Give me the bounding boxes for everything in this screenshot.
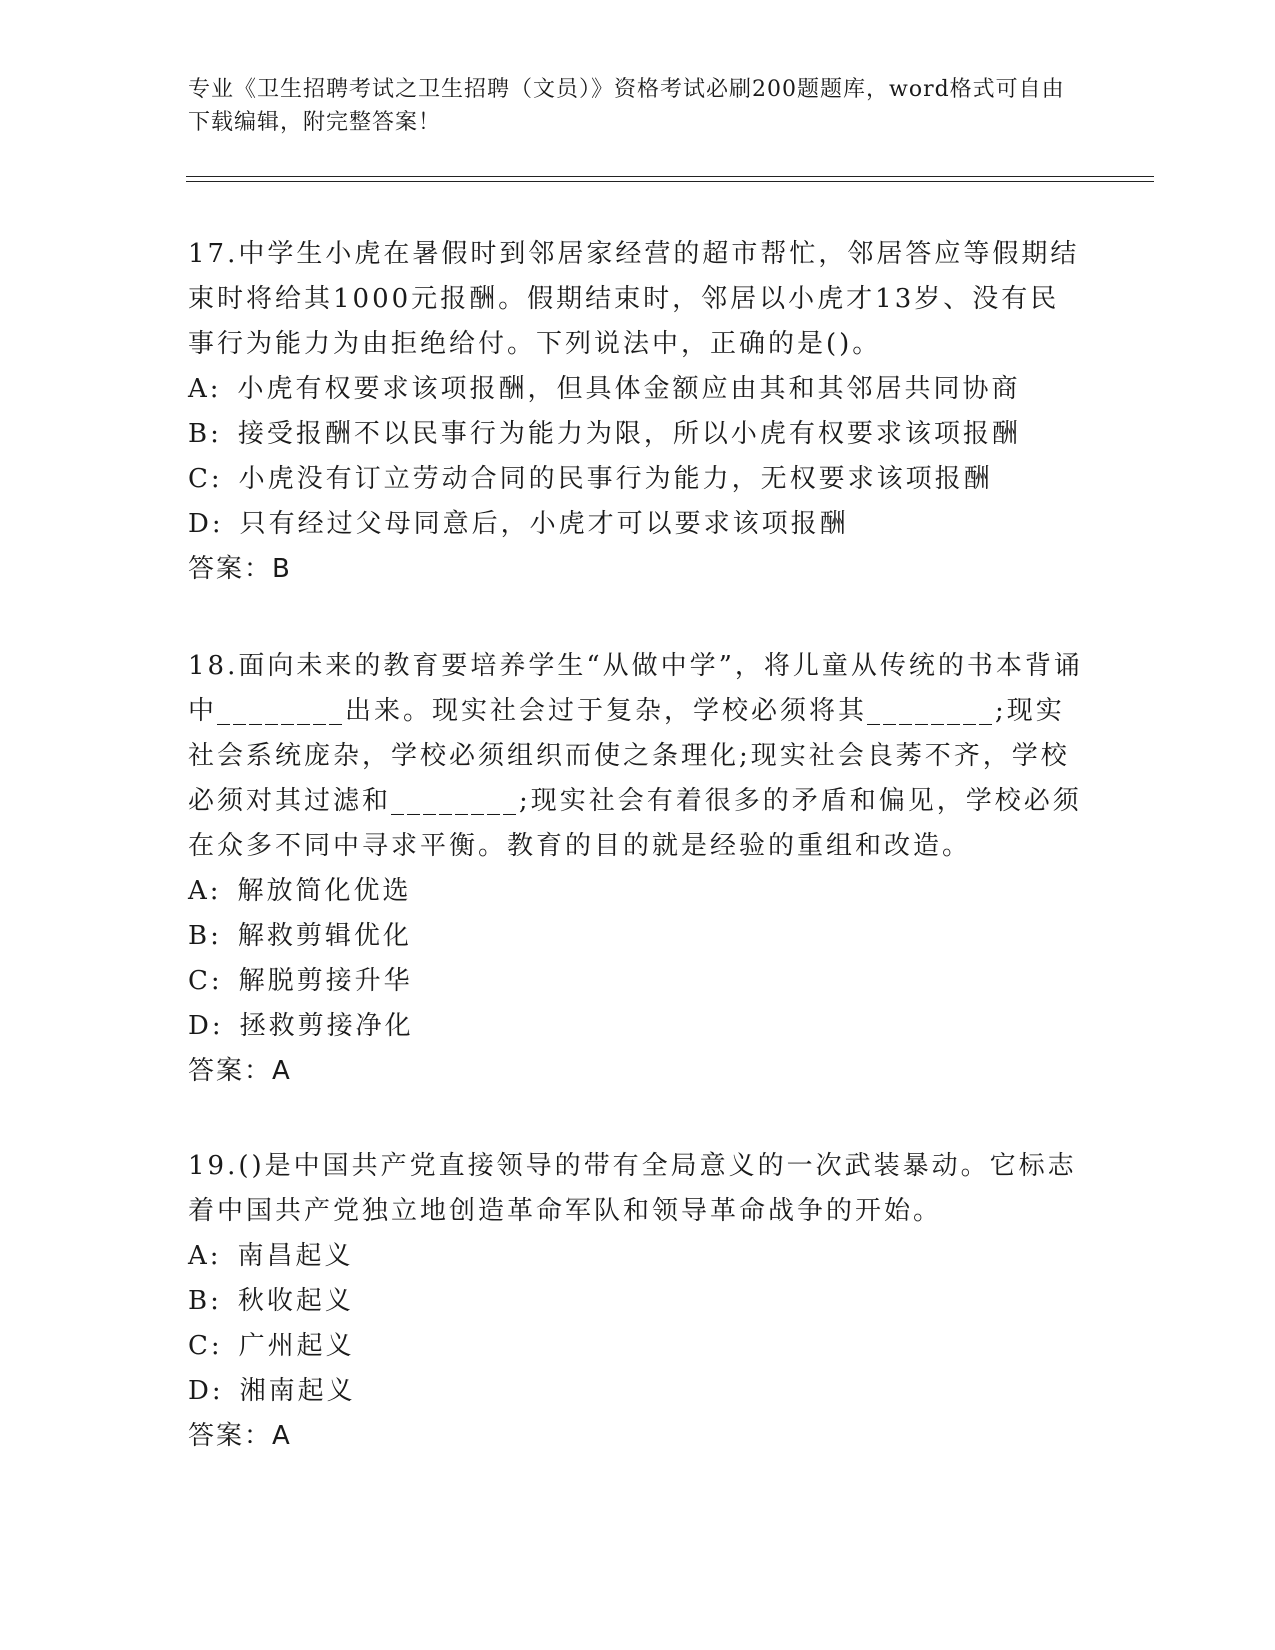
option-d [188,1004,1088,1049]
option-text: 解脱剪接升华 [238,966,413,996]
document-header [188,73,1068,139]
option-letter: D: [188,509,224,539]
option-b [188,412,1088,457]
option-d [188,502,1088,547]
option-text: 小虎没有订立劳动合同的民事行为能力，无权要求该项报酬 [238,464,993,494]
option-letter: A: [188,876,222,906]
option-letter: D: [188,1011,224,1041]
option-text: 拯救剪接净化 [239,1011,414,1041]
option-b [188,1279,1088,1324]
answer-label: 答案：A [188,1056,292,1086]
option-c [188,959,1088,1004]
question-19 [188,1144,1088,1459]
option-text: 只有经过父母同意后，小虎才可以要求该项报酬 [239,509,849,539]
option-text: 湘南起义 [239,1376,356,1406]
question-18 [188,644,1088,1094]
option-letter: A: [188,1241,222,1271]
option-d [188,1369,1088,1414]
option-text: 接受报酬不以民事行为能力为限，所以小虎有权要求该项报酬 [237,419,1021,449]
option-c [188,1324,1088,1369]
header-title: 专业《卫生招聘考试之卫生招聘（文员）》资格考试必刷200题题库，word格式可自由下载编辑，附完整答案！ [188,77,1065,135]
option-text: 广州起义 [238,1331,355,1361]
answer-label: 答案：A [188,1421,292,1451]
answer-label: 答案：B [188,554,292,584]
option-text: 解放简化优选 [237,876,412,906]
option-letter: C: [188,1331,223,1361]
option-letter: D: [188,1376,224,1406]
header-divider-top [186,176,1154,177]
option-a [188,367,1088,412]
option-b [188,914,1088,959]
option-text: 秋收起义 [237,1286,354,1316]
option-letter: C: [188,464,223,494]
question-text: 18.面向未来的教育要培养学生“从做中学”，将儿童从传统的书本背诵中________出来。现实社会过于复杂，学校必须将其________;现实社会系统庞杂，学校必须组织而使之条理化;现实社会良莠不齐，学校必须对其过滤和________;现实社会有着很多的矛盾和偏见，学校必须在众多不同中寻求平衡。教育的目的就是经验的重组和改造。 [188,651,1083,861]
option-c [188,457,1088,502]
option-text: 解救剪辑优化 [237,921,412,951]
option-letter: B: [188,921,222,951]
option-letter: C: [188,966,223,996]
question-17 [188,232,1088,592]
option-text: 小虎有权要求该项报酬，但具体金额应由其和其邻居共同协商 [237,374,1021,404]
question-text: 19.()是中国共产党直接领导的带有全局意义的一次武装暴动。它标志着中国共产党独立地创造革命军队和领导革命战争的开始。 [188,1151,1077,1226]
option-text: 南昌起义 [237,1241,354,1271]
option-letter: A: [188,374,222,404]
option-a [188,1234,1088,1279]
header-divider-bottom [186,181,1154,182]
option-letter: B: [188,1286,222,1316]
option-a [188,869,1088,914]
option-letter: B: [188,419,222,449]
question-text: 17.中学生小虎在暑假时到邻居家经营的超市帮忙，邻居答应等假期结束时将给其1000元报酬。假期结束时，邻居以小虎才13岁、没有民事行为能力为由拒绝给付。下列说法中，正确的是()。 [188,239,1080,359]
